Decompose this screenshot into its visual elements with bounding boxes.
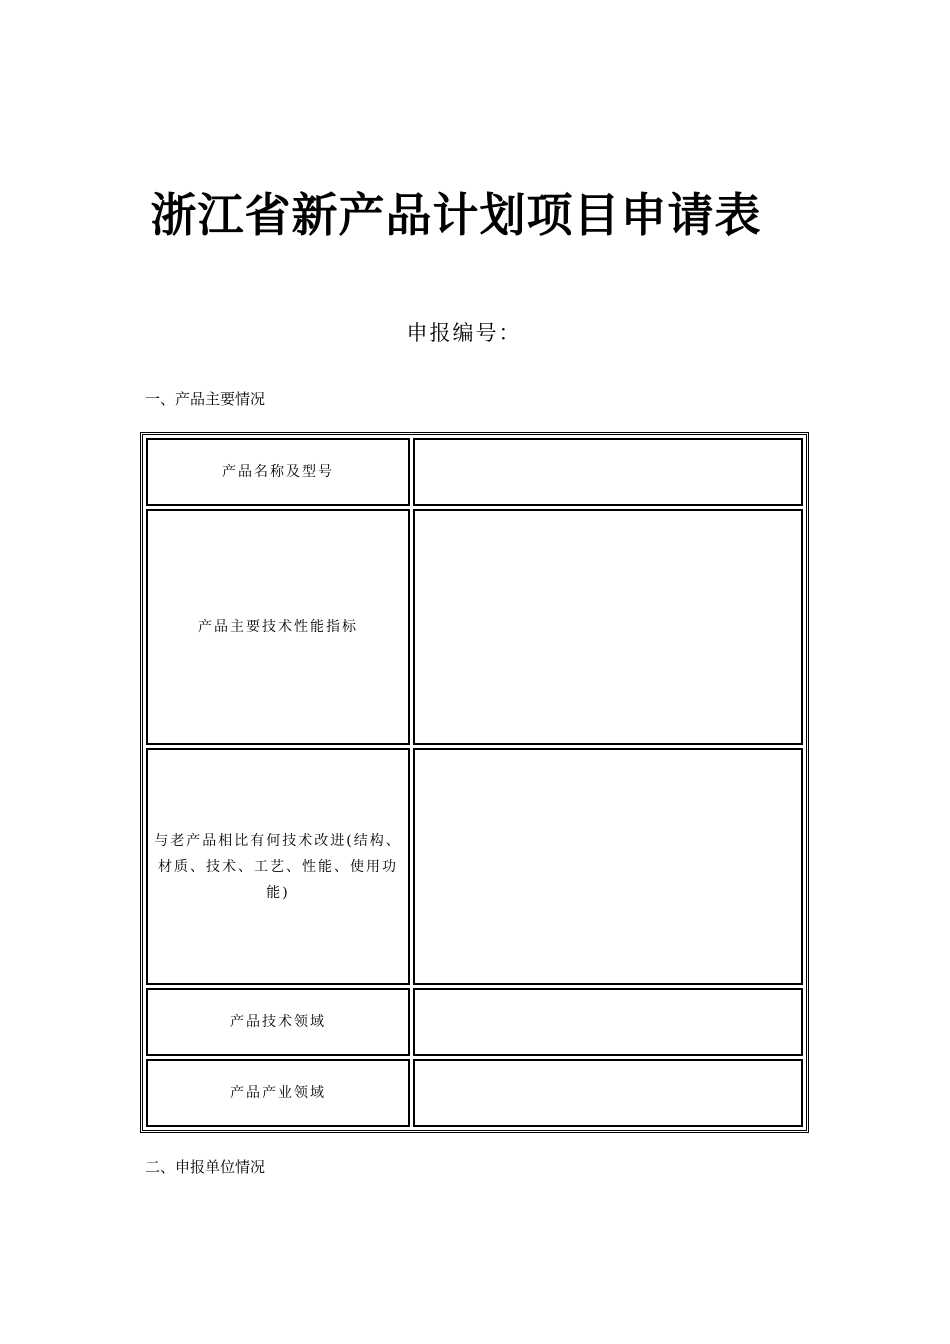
- section-heading-applicant: 二、申报单位情况: [145, 1158, 266, 1176]
- section-heading-product: 一、产品主要情况: [145, 390, 266, 408]
- table-row: [146, 509, 803, 745]
- industry-domain-label: 产品产业领域: [146, 1059, 410, 1127]
- tech-domain-label: 产品技术领域: [146, 988, 410, 1056]
- table-row: [146, 988, 803, 1056]
- table-row: [146, 748, 803, 984]
- serial-number-label: 申报编号：: [406, 321, 522, 345]
- product-name-field[interactable]: [413, 438, 803, 506]
- tech-domain-field[interactable]: [413, 988, 803, 1056]
- improvement-field[interactable]: [413, 748, 803, 984]
- table-row: [146, 1059, 803, 1127]
- improvement-label: 与老产品相比有何技术改进(结构、材质、技术、工艺、性能、使用功能): [146, 748, 410, 984]
- tech-spec-label: 产品主要技术性能指标: [146, 509, 410, 745]
- product-info-table: [140, 432, 809, 1133]
- document-title: 浙江省新产品计划项目申请表: [150, 188, 762, 242]
- table-row: [146, 438, 803, 506]
- product-name-label: 产品名称及型号: [146, 438, 410, 506]
- industry-domain-field[interactable]: [413, 1059, 803, 1127]
- tech-spec-field[interactable]: [413, 509, 803, 745]
